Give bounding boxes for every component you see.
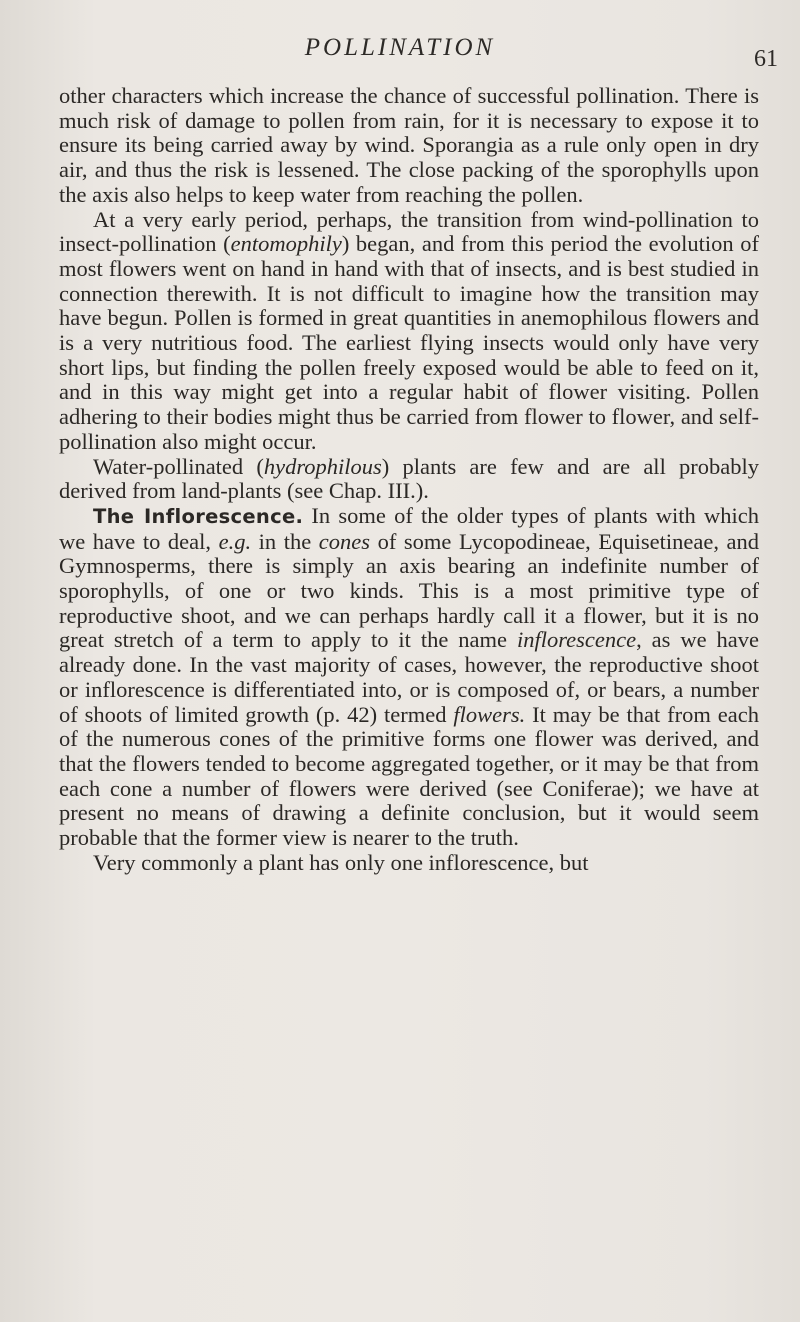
p4-text-e: It may be that from each of the numerous cones of the primitive forms one flower was derived, and that the flowers tended to become aggregated together, or it may be that from each cone a number of flowers were derived (see Coniferae); we have at present no means of drawing a definite conclusion, but it would seem probable that the former view is nearer to the truth. [59, 701, 759, 851]
p3-text-b: ) plants are few and are all probably derived from land-plants (see Chap. III.). [59, 453, 759, 504]
p4-text-a: In some of the older types of plants with which we have to deal, [59, 502, 760, 554]
term-inflorescence: inflorescence [516, 627, 637, 653]
p4-text-d: , as we have already done. In the vast majority of cases, however, the reproductive shoot or inflorescence is differentiated into, or is composed of, or bears, a number of shoots of limited growth (p. 42) termed [59, 627, 759, 727]
p3-text-a: Water-pollinated ( [93, 453, 264, 479]
p2-text-a: At a very early period, perhaps, the transition from wind-pollination to insect-pollination ( [59, 206, 759, 257]
paragraph-water-pollination [59, 455, 759, 504]
term-flowers: flowers. [453, 701, 526, 727]
p2-text-b: ) began, and from this period the evolution of most flowers went on hand in hand with that of insects, and is best studied in connection therewith. It is not difficult to imagine how the transition may have begun. Pollen is formed in great quantities in anemophilous flowers and is a very nutritious food. The earliest flying insects would only have very short lips, but finding the pollen freely exposed would be able to feed on it, and in this way might get into a regular habit of flower visiting. Pollen adhering to their bodies might thus be carried from flower to flower, and self-pollination also might occur. [59, 231, 759, 454]
page-number: 61 [754, 46, 778, 72]
body-text [59, 84, 759, 876]
running-head [0, 34, 800, 74]
paragraph-insect-pollination [59, 208, 759, 455]
p4-text-c: of some Lycopodineae, Equisetineae, and Gymnosperms, there is simply an axis bearing an indefinite number of sporophylls, of one or two kinds. This is a most primitive type of reproductive shoot, and we can perhaps hardly call it a flower, but it is no great stretch of a term to apply to it the name [59, 528, 759, 653]
p4-text-b: in the [251, 528, 319, 554]
section-heading: The Inflorescence. [93, 504, 304, 528]
term-hydrophilous: hydrophilous [263, 453, 382, 479]
paragraph-final-line: Very commonly a plant has only one inflorescence, but [93, 849, 589, 875]
paragraph-wind-pollination: other characters which increase the chance of successful pollination. There is much risk of damage to pollen from rain, for it is necessary to expose it to ensure its being carried away by wind. Sporangia as a rule only open in dry air, and thus the risk is lessened. The close packing of the sporophylls upon the axis also helps to keep water from reaching the pollen. [59, 83, 759, 207]
running-title: POLLINATION [304, 34, 496, 61]
abbrev-eg: e.g. [218, 528, 252, 554]
paragraph-inflorescence [59, 504, 759, 851]
term-entomophily: entomophily [230, 231, 342, 257]
term-cones: cones [318, 528, 371, 554]
